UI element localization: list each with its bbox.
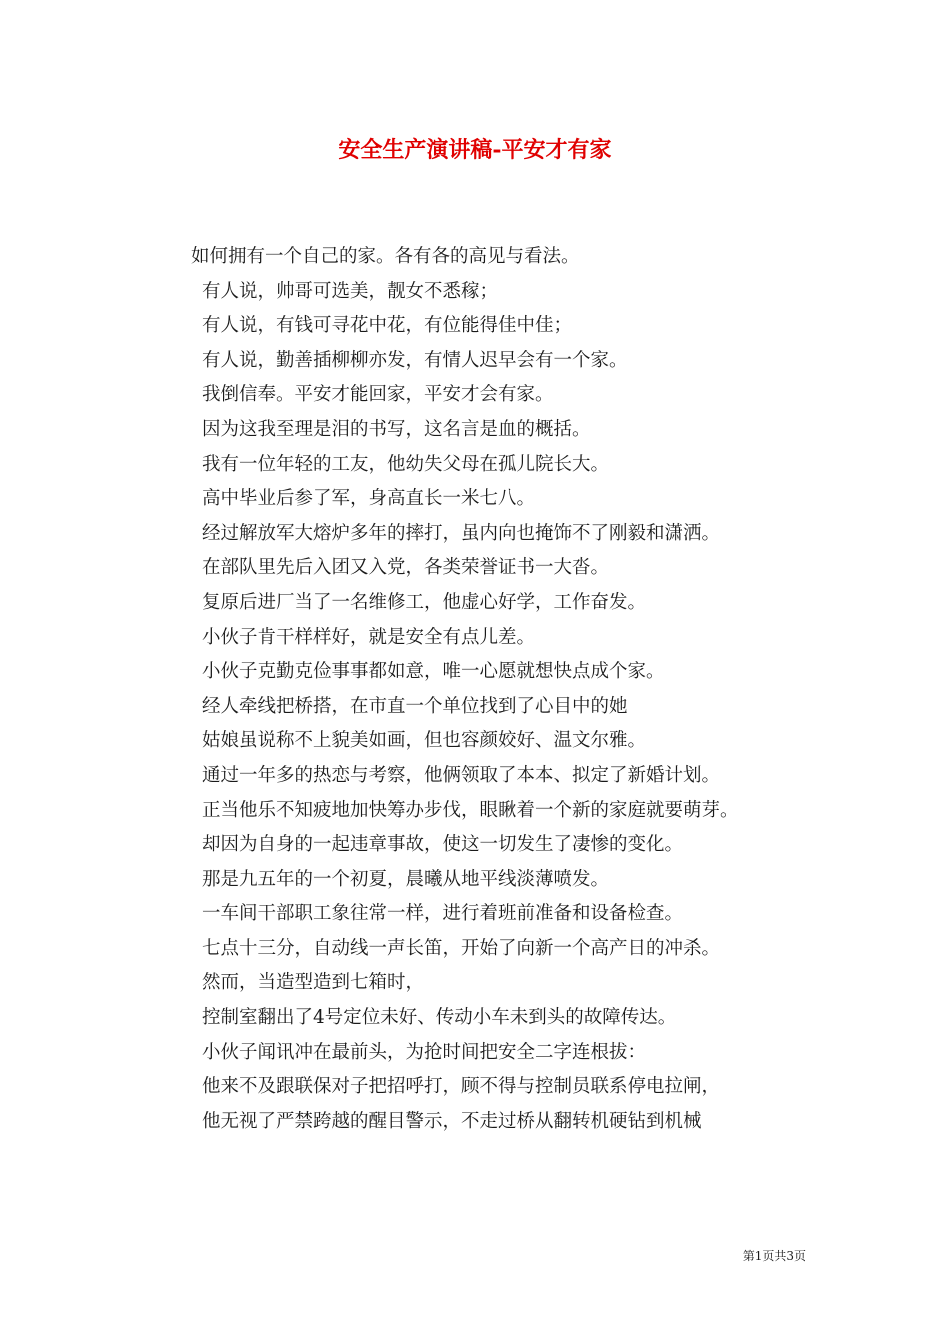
paragraph: 正当他乐不知疲地加快筹办步伐，眼瞅着一个新的家庭就要萌芽。 bbox=[202, 799, 739, 821]
paragraph: 通过一年多的热恋与考察，他俩领取了本本、拟定了新婚计划。 bbox=[202, 764, 721, 786]
page-number: 第1页共3页 bbox=[742, 1249, 806, 1263]
paragraph: 经人牵线把桥搭，在市直一个单位找到了心目中的她 bbox=[202, 695, 628, 717]
paragraph: 控制室翻出了4号定位未好、传动小车未到头的故障传达。 bbox=[202, 1007, 677, 1029]
paragraph: 姑娘虽说称不上貌美如画，但也容颜姣好、温文尔雅。 bbox=[202, 730, 647, 752]
paragraph: 然而，当造型造到七箱时， bbox=[202, 972, 425, 994]
paragraph: 有人说，帅哥可选美，靓女不悉稼； bbox=[202, 280, 499, 302]
paragraph: 因为这我至理是泪的书写，这名言是血的概括。 bbox=[202, 418, 591, 440]
paragraph: 一车间干部职工象往常一样，进行着班前准备和设备检查。 bbox=[202, 903, 684, 925]
paragraph: 经过解放军大熔炉多年的摔打，虽内向也掩饰不了刚毅和潇洒。 bbox=[202, 522, 721, 544]
paragraph: 有人说，有钱可寻花中花，有位能得佳中佳； bbox=[202, 315, 573, 337]
document-body bbox=[143, 240, 815, 1139]
paragraph: 小伙子闻讯冲在最前头，为抢时间把安全二字连根拔： bbox=[202, 1041, 647, 1063]
paragraph: 有人说，勤善插柳柳亦发，有情人迟早会有一个家。 bbox=[202, 349, 628, 371]
paragraph: 在部队里先后入团又入党，各类荣誉证书一大沓。 bbox=[202, 557, 610, 579]
document-title: 安全生产演讲稿-平安才有家 bbox=[338, 137, 612, 163]
paragraph: 小伙子肯干样样好，就是安全有点儿差。 bbox=[202, 626, 536, 648]
paragraph: 复原后进厂当了一名维修工，他虚心好学，工作奋发。 bbox=[202, 591, 647, 613]
paragraph: 他来不及跟联保对子把招呼打，顾不得与控制员联系停电拉闸， bbox=[202, 1076, 721, 1098]
paragraph: 那是九五年的一个初夏，晨曦从地平线淡薄喷发。 bbox=[202, 868, 610, 890]
paragraph: 高中毕业后参了军，身高直长一米七八。 bbox=[202, 488, 536, 510]
paragraph: 如何拥有一个自己的家。各有各的高见与看法。 bbox=[191, 246, 580, 267]
paragraph: 他无视了严禁跨越的醒目警示，不走过桥从翻转机硬钻到机械 bbox=[202, 1110, 702, 1132]
paragraph: 小伙子克勤克俭事事都如意，唯一心愿就想快点成个家。 bbox=[202, 661, 665, 683]
paragraph: 我倒信奉。平安才能回家，平安才会有家。 bbox=[202, 384, 554, 406]
paragraph: 我有一位年轻的工友，他幼失父母在孤儿院长大。 bbox=[202, 453, 610, 475]
paragraph: 七点十三分，自动线一声长笛，开始了向新一个高产日的冲杀。 bbox=[202, 937, 721, 959]
paragraph: 却因为自身的一起违章事故，使这一切发生了凄惨的变化。 bbox=[202, 834, 684, 856]
